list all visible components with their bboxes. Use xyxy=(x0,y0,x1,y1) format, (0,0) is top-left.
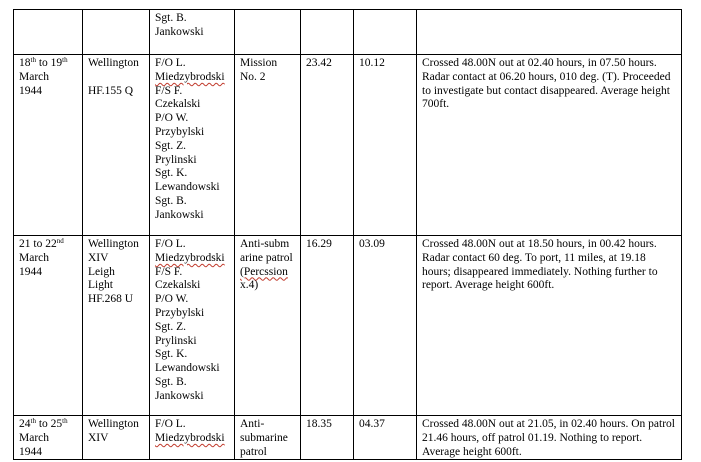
crew-line: Sgt. K. xyxy=(155,348,188,361)
mission-line: submarine xyxy=(240,431,288,444)
aircraft-cell xyxy=(83,55,150,236)
time-out-cell xyxy=(301,236,354,416)
aircraft-line: Light xyxy=(88,279,113,292)
time-in: 03.09 xyxy=(359,238,385,250)
ordinal-suffix: th xyxy=(62,417,68,425)
mission-line: arine patrol xyxy=(240,251,293,264)
crew-line: Sgt. B. xyxy=(155,375,187,388)
date-month: March xyxy=(19,431,50,444)
mission-line: Anti- xyxy=(240,418,265,430)
date-end: to 25 xyxy=(35,418,63,430)
date-end: to 19 xyxy=(35,57,63,69)
date-range xyxy=(19,238,78,252)
mission-note: (Percssion xyxy=(240,265,288,278)
table-row xyxy=(14,55,682,236)
time-in: 04.37 xyxy=(359,418,385,430)
remarks-cell xyxy=(417,236,682,416)
aircraft-cell xyxy=(83,416,150,460)
crew-line: Miedzybrodski xyxy=(155,251,225,264)
date-month: March xyxy=(19,251,50,264)
crew-line: F/O L. xyxy=(155,238,186,250)
crew-line: Lewandowski xyxy=(155,181,220,194)
time-in-cell xyxy=(354,416,417,460)
crew-line: F/S F. xyxy=(155,265,183,278)
date-cell xyxy=(14,55,83,236)
remarks-cell xyxy=(417,55,682,236)
remarks-cell xyxy=(417,10,682,55)
aircraft-line: Wellington xyxy=(88,57,139,69)
date-start: 18 xyxy=(19,57,31,69)
crew-line: P/O W. xyxy=(155,293,189,306)
crew-line: Sgt. Z. xyxy=(155,320,186,333)
aircraft-line: HF.155 Q xyxy=(88,84,134,97)
date-cell xyxy=(14,416,83,460)
crew-line: P/O W. xyxy=(155,112,189,125)
operations-record-table xyxy=(13,9,682,460)
crew-line: Miedzybrodski xyxy=(155,70,225,83)
aircraft-cell xyxy=(83,10,150,55)
ordinal-suffix: nd xyxy=(56,237,64,245)
crew-line: Miedzybrodski xyxy=(155,431,225,444)
time-out-cell xyxy=(301,55,354,236)
remarks-cell xyxy=(417,416,682,460)
crew-line: Sgt. B. xyxy=(155,12,187,24)
date-cell xyxy=(14,10,83,55)
date-range xyxy=(19,57,78,71)
aircraft-line: Leigh xyxy=(88,265,115,278)
date-year: 1944 xyxy=(19,445,42,458)
time-out: 23.42 xyxy=(306,57,332,69)
crew-line: Prylinski xyxy=(155,153,197,166)
ordinal-suffix: th xyxy=(62,56,68,64)
date-range xyxy=(19,418,78,432)
crew-line: F/S F. xyxy=(155,84,183,97)
date-cell xyxy=(14,236,83,416)
remarks-text: Crossed 48.00N out at 02.40 hours, in 07.50 hours. Radar contact at 06.20 hours, 010 deg. (T). Proceeded to investigate but contact disappeared. Average height 700ft. xyxy=(422,57,671,111)
time-in-cell xyxy=(354,10,417,55)
crew-cell xyxy=(150,416,235,460)
crew-line: Sgt. K. xyxy=(155,167,188,180)
time-in-cell xyxy=(354,236,417,416)
aircraft-line: Wellington xyxy=(88,238,139,250)
aircraft-line: Wellington xyxy=(88,418,139,430)
crew-line: Prylinski xyxy=(155,334,197,347)
aircraft-line: HF.268 U xyxy=(88,293,134,306)
mission-line: No. 2 xyxy=(240,70,266,83)
aircraft-line: XIV xyxy=(88,431,109,444)
time-in: 10.12 xyxy=(359,57,385,69)
mission-line: Mission xyxy=(240,57,278,69)
crew-line: Czekalski xyxy=(155,279,201,292)
crew-line: Jankowski xyxy=(155,389,204,402)
mission-line: Anti-subm xyxy=(240,238,290,250)
crew-line: Czekalski xyxy=(155,98,201,111)
remarks-text: Crossed 48.00N out at 18.50 hours, in 00.42 hours. Radar contact 60 deg. To port, 11 miles, at 19.18 hours; disappeared immediately. Nothing further to report. Average height 600ft. xyxy=(422,238,658,292)
ordinal-suffix: th xyxy=(30,56,36,64)
date-start: 21 to 22 xyxy=(19,238,57,250)
mission-cell xyxy=(235,416,301,460)
time-out: 18.35 xyxy=(306,418,332,430)
table-row xyxy=(14,10,682,55)
crew-line: F/O L. xyxy=(155,57,186,69)
crew-line: Przybylski xyxy=(155,306,205,319)
mission-cell xyxy=(235,236,301,416)
aircraft-cell xyxy=(83,236,150,416)
mission-note: x.4) xyxy=(240,279,259,292)
table-row xyxy=(14,236,682,416)
time-out: 16.29 xyxy=(306,238,332,250)
crew-line: Sgt. B. xyxy=(155,194,187,207)
time-out-cell xyxy=(301,416,354,460)
mission-cell xyxy=(235,10,301,55)
crew-line: Jankowski xyxy=(155,25,204,38)
aircraft-line: XIV xyxy=(88,251,109,264)
date-start: 24 xyxy=(19,418,31,430)
mission-cell xyxy=(235,55,301,236)
ordinal-suffix: th xyxy=(30,417,36,425)
crew-cell xyxy=(150,55,235,236)
crew-line: Jankowski xyxy=(155,208,204,221)
remarks-text: Crossed 48.00N out at 21.05, in 02.40 hours. On patrol 21.46 hours, off patrol 01.19. Nothing to report. Average height 600ft. xyxy=(422,418,675,458)
aircraft-line xyxy=(88,71,145,85)
date-year: 1944 xyxy=(19,265,42,278)
crew-line: F/O L. xyxy=(155,418,186,430)
mission-line: patrol xyxy=(240,445,267,458)
date-month: March xyxy=(19,70,50,83)
crew-line: Przybylski xyxy=(155,125,205,138)
crew-cell xyxy=(150,10,235,55)
date-year: 1944 xyxy=(19,84,42,97)
crew-cell xyxy=(150,236,235,416)
crew-line: Lewandowski xyxy=(155,362,220,375)
table-row xyxy=(14,416,682,460)
time-in-cell xyxy=(354,55,417,236)
crew-line: Sgt. Z. xyxy=(155,139,186,152)
time-out-cell xyxy=(301,10,354,55)
